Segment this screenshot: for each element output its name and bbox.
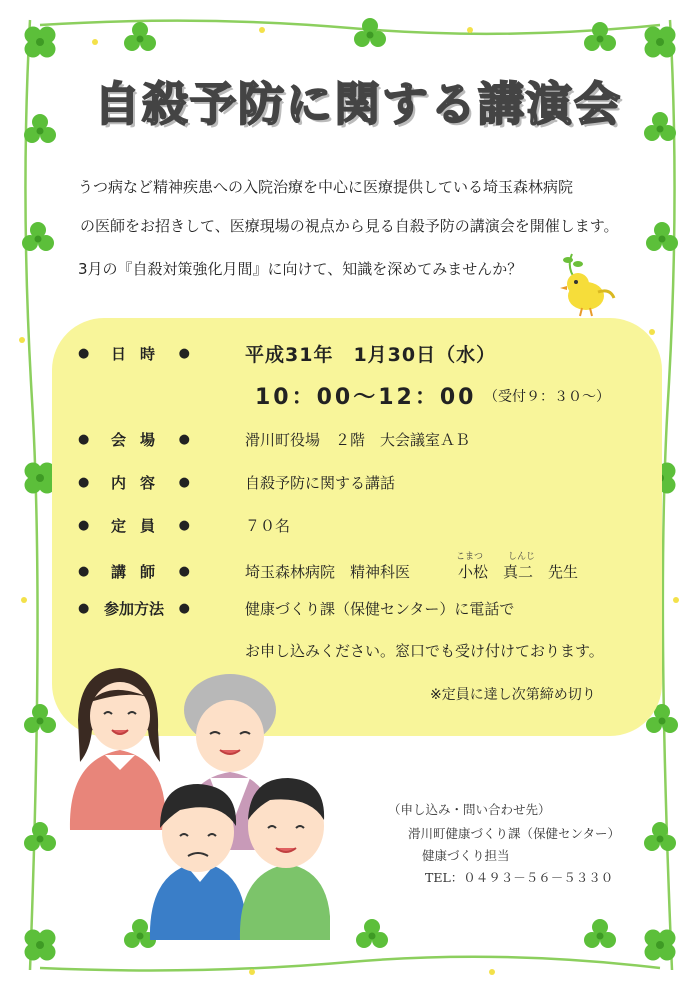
lecturer-name: 小松 真二 先生 xyxy=(458,563,579,581)
lecturer-ruby-family: こまつ xyxy=(456,552,484,562)
label-datetime: ● 日時 ● xyxy=(78,345,190,363)
intro-line-1: うつ病など精神疾患への入院治療を中心に医療提供している埼玉森林病院 xyxy=(78,178,574,196)
venue-value: 滑川町役場 ２階 大会議室ＡＢ xyxy=(245,431,471,449)
contact-heading: （申し込み・問い合わせ先） xyxy=(388,802,551,817)
label-venue: ● 会場 ● xyxy=(78,431,190,449)
label-method: ● 参加方法 ● xyxy=(78,600,190,618)
family-illustration xyxy=(60,650,330,940)
label-content: ● 内容 ● xyxy=(78,474,190,492)
label-lecturer: ● 講師 ● xyxy=(78,563,190,581)
content-value: 自殺予防に関する講話 xyxy=(245,474,396,492)
contact-tel: TEL：０４９３－５６－５３３０ xyxy=(425,870,614,885)
lecturer-ruby-given: しんじ xyxy=(508,552,536,562)
reception-time: （受付９：３０～） xyxy=(484,389,610,405)
lecturer-org: 埼玉森林病院 精神科医 xyxy=(245,563,411,581)
contact-person: 健康づくり担当 xyxy=(422,848,510,863)
capacity-value: ７０名 xyxy=(245,517,291,535)
label-capacity: ● 定員 ● xyxy=(78,517,190,535)
method-line-2: お申し込みください。窓口でも受け付けております。 xyxy=(245,642,604,660)
page-title: 自殺予防に関する講演会 xyxy=(94,77,622,131)
bird-icon xyxy=(558,250,618,320)
method-line-1: 健康づくり課（保健センター）に電話で xyxy=(245,600,515,618)
intro-line-2: の医師をお招きして、医療現場の視点から見る自殺予防の講演会を開催します。 xyxy=(80,217,619,235)
contact-dept: 滑川町健康づくり課（保健センター） xyxy=(408,826,621,841)
event-date: 平成31年 1月30日（水） xyxy=(245,344,497,366)
intro-line-3: 3月の『自殺対策強化月間』に向けて、知識を深めてみませんか？ xyxy=(78,260,523,278)
capacity-note: ※定員に達し次第締め切り xyxy=(430,687,596,703)
event-time: 10：00～12：00 xyxy=(255,385,477,410)
